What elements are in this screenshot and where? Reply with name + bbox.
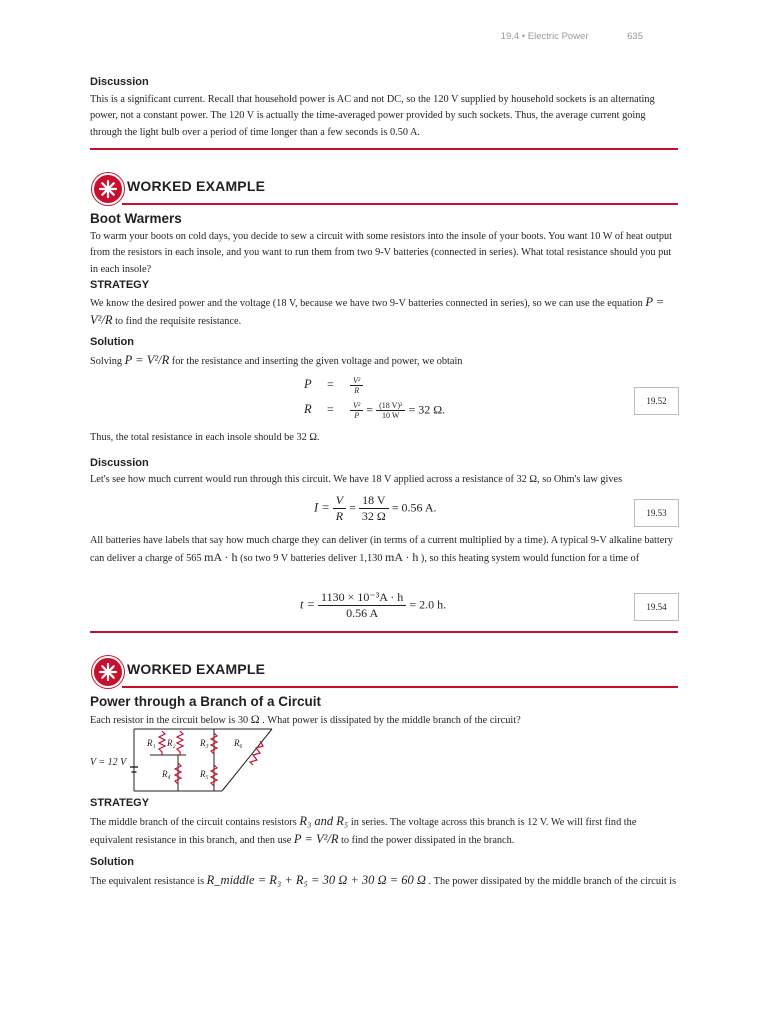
- inline-equation: R_middle = R₃ + R₅ = 30 Ω + 30 Ω = 60 Ω: [206, 873, 426, 887]
- strategy-text: We know the desired power and the voltage (18 V, because we have two 9-V batteries connected in series), so we can use the equation P = V²/R to find the requisite resistance.: [90, 295, 665, 328]
- equation-number: 19.54: [634, 593, 679, 621]
- equation-19-54: t = $\frac{\text{1130 × 10⁻³A · h}}{0.56 A}$ = 2.0 h.: [300, 590, 447, 620]
- example-intro: Each resistor in the circuit below is 30 Ω . What power is dissipated by the middle branch of the circuit?: [90, 712, 521, 726]
- worked-example-label: WORKED EXAMPLE: [127, 178, 266, 194]
- running-header: [0, 31, 643, 42]
- r4-label: R₄: [162, 769, 171, 779]
- inline-equation: P = V²/R: [124, 353, 170, 367]
- strategy-text: The middle branch of the circuit contains resistors R₃ and R₅ in series. The voltage across this branch is 12 V. We will first find the equivalent resistance in this branch, and then use P = V²/R to find the power dissipated in the branch.: [90, 814, 637, 847]
- banner-rule: [122, 203, 678, 205]
- r1-label: R₁: [147, 738, 156, 748]
- worked-example-label: WORKED EXAMPLE: [127, 661, 266, 677]
- inline-equation: P = V²/R: [90, 295, 665, 328]
- discussion-text: Let's see how much current would run through this circuit. We have 18 V applied across a resistance of 32 Ω, so Ohm's law gives: [90, 474, 623, 485]
- discussion-heading: Discussion: [90, 457, 149, 469]
- example-title: Power through a Branch of a Circuit: [90, 694, 322, 709]
- equation-19-53: I = $\frac{V}{R}$ = $\frac{18 V}{32 \Omega}$ = 0.56 A.: [314, 493, 437, 523]
- battery-text: All batteries have labels that say how much charge they can deliver (in terms of a current multiplied by a time). A typical 9-V alkaline battery can deliver a charge of 565 mA · h (so two 9 V batteries deliver 1,130 mA · h ), so this heating system would function for a time of: [90, 535, 673, 565]
- banner-rule: [122, 686, 678, 688]
- asterisk-icon: [92, 656, 124, 688]
- circuit-diagram: [90, 727, 280, 793]
- solution-heading: Solution: [90, 856, 134, 868]
- discussion-heading: Discussion: [90, 76, 149, 88]
- strategy-heading: STRATEGY: [90, 797, 150, 809]
- asterisk-icon: [92, 173, 124, 205]
- voltage-label: V = 12 V: [90, 757, 127, 768]
- example-intro: To warm your boots on cold days, you decide to sew a circuit with some resistors into the insole of your boots. You want 10 W of heat output from the resistors in each insole, and you want to run them from two 9-V batteries (connected in series). What total resistance should you put in each insole?: [90, 231, 673, 275]
- page-number: 635: [627, 31, 643, 42]
- solution-result: Thus, the total resistance in each insole should be 32 Ω.: [90, 432, 320, 443]
- solution-text: Solving P = V²/R for the resistance and inserting the given voltage and power, we obtain: [90, 353, 463, 367]
- worked-example-banner: [90, 173, 678, 207]
- discussion-text: This is a significant current. Recall that household power is AC and not DC, so the 120 V supplied by household sockets is an alternating power, not a constant power. The 120 V is actually the time-averaged power provided by such sockets. Thus, the average current going through the light bulb over a period of time longer than a few seconds is 0.50 A.: [90, 94, 655, 138]
- section-divider: [90, 631, 678, 633]
- solution-text: The equivalent resistance is R_middle = R₃ + R₅ = 30 Ω + 30 Ω = 60 Ω . The power dissipated by the middle branch of the circuit is: [90, 873, 677, 887]
- r5-label: R₅: [200, 769, 209, 779]
- section-divider: [90, 148, 678, 150]
- r2-label: R₂: [167, 738, 176, 748]
- inline-equation: R₃ and R₅: [299, 814, 349, 828]
- r6-label: R₆: [234, 738, 243, 748]
- strategy-heading: STRATEGY: [90, 279, 150, 291]
- equation-number: 19.53: [634, 499, 679, 527]
- r3-label: R₃: [200, 738, 209, 748]
- inline-equation: P = V²/R: [293, 832, 339, 847]
- equation-19-52-line-1: P = $\frac{\text{V²}}{R}$: [304, 376, 363, 395]
- equation-number: 19.52: [634, 387, 679, 415]
- section-label: 19.4 • Electric Power: [500, 31, 589, 42]
- example-title: Boot Warmers: [90, 211, 182, 226]
- equation-19-52-line-2: R = $\frac{\text{V²}}{P}$ = $\frac{\text{(18 V)²}}{10 W}$ = 32 Ω.: [304, 401, 446, 420]
- worked-example-banner: [90, 656, 678, 690]
- solution-heading: Solution: [90, 336, 134, 348]
